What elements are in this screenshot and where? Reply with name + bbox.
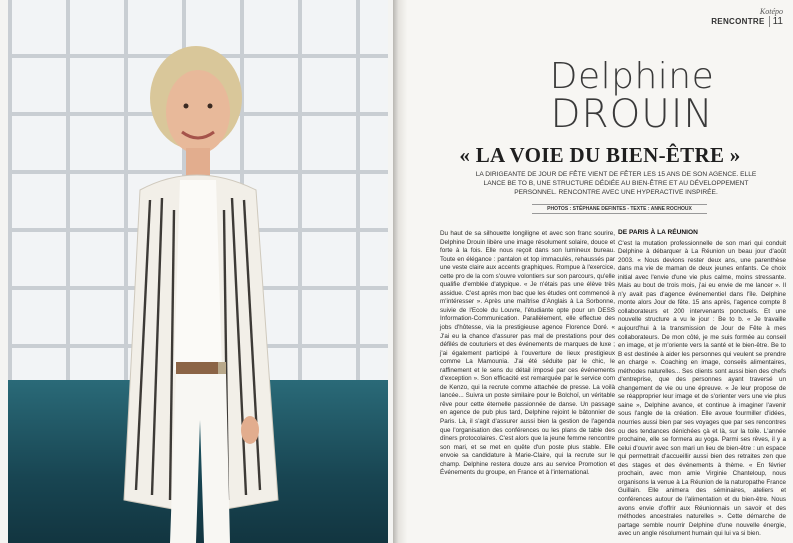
headline: « LA VOIE DU BIEN-ÊTRE »	[459, 143, 741, 167]
article-body-col1: Du haut de sa silhouette longiligne et avec son franc sourire, Delphine Drouin libère une image résolument solaire, douce et forte à la fois. Elle nous reçoit dans son lumineux bureau. Toute en élégance : pantalon et top immaculés, rehaussés par une veste claire aux accents graphiques. Rompue à l'exercice, cette pro de la com s'ouvre volontiers sur son parcours, qu'elle qualifie d'emblée d'atypique. « Je n'étais pas une élève très assidue. C'est après mon bac que les études ont commencé à m'intéresser ». Après une maîtrise d'Anglais à La Sorbonne, suivie de l'Ecole du Louvre, l'étudiante opte pour un DESS Information-Communication. Parallèlement, elle effectue des jobs d'hôtesse, via la prestigieuse agence Florence Doré. « J'ai eu la chance d'assurer pas mal de prestations pour des défilés de couturiers et des événements de marques de luxe ; j'ai également participé à l'ouverture de lieux prestigieux comme La Mamounia. J'ai été séduite par le chic, le raffinement et le sens du détail imposé par ces événements d'exception ». Son efficacité est remarquée par le service com de Kenzo, qui la recrute comme attachée de presse. La voilà lancée... Suivra un poste similaire pour le Bolchoï, un véritable rêve pour cette éternelle passionnée de danse. Un passage en agence de pub plus tard, Delphine rejoint le bâtonnier de Paris. Là, il s'agit d'assurer aussi bien la gestion de l'agenda que l'organisation des conférences ou les plans de table des dîners protocolaires. C'est alors que la jeune femme rencontre son mari, et se met en quête d'un poste plus stable. Elle envoie sa candidature à Marie-Claire, qui la recrute sur le champ. Delphine restera douze ans au service Promotion et Événements du groupe, en France et à l'international.	[440, 230, 615, 477]
magazine-name: Kotépo	[759, 7, 783, 16]
standfirst: LA DIRIGEANTE DE JOUR DE FÊTE VIENT DE FÊTER LES 15 ANS DE SON AGENCE. ELLE LANCE BE TO B, UNE STRUCTURE DÉDIÉE AU BIEN-ÊTRE ET AU DÉVELOPPEMENT PERSONNEL. RENCONTRE AVEC UNE HYPERACTIVE INSPIRÉE.	[475, 171, 757, 196]
title-last-name: DROUIN	[550, 92, 714, 137]
section-subhead: DE PARIS À LA RÉUNION	[618, 229, 698, 236]
article-column-1	[440, 230, 615, 478]
left-page	[0, 0, 393, 543]
article-column-2	[618, 229, 786, 539]
woman-portrait-figure	[100, 40, 300, 543]
rubric-label: RENCONTRE	[711, 17, 765, 26]
page-number: 11	[769, 16, 783, 27]
page-folio	[711, 7, 783, 27]
title-first-name: Delphine	[549, 56, 715, 97]
portrait-photo	[8, 0, 388, 543]
article-body-col2: C'est la mutation professionnelle de son mari qui conduit Delphine à débarquer à La Réunion un beau jour d'août 2003. « Nous devions rester deux ans, une parenthèse dans ma vie de maman de deux jeunes enfants. Ce choix initial avec l'envie d'une vie plus calme, moins stressante. Mais au bout de trois mois, j'ai eu envie de me lancer ». Il n'y avait pas d'agence événementiel dans l'île. Delphine monte alors Jour de fête. 15 ans après, l'agence compte 8 collaborateurs et 200 intervenants ponctuels. Et une nouvelle structure a vu le jour : Be to b. « Je travaille aujourd'hui à la transmission de Jour de Fête à mes collaborateurs. De mon côté, je me suis formée au conseil en image, et je m'oriente vers la santé et le bien-être. Be to B est destinée à aider les personnes qui veulent se prendre en charge ». Coaching en image, conseils alimentaires, méthodes naturelles... Ses clients sont aussi bien des chefs d'entreprise, que des personnes ayant traversé un changement de vie ou une épreuve. « Je leur propose de se réapproprier leur image et de s'orienter vers une vie plus saine », Delphine avance, et continue à imaginer l'avenir sous l'angle de la création. Elle avoue fourmiller d'idées, nourries aussi bien par ses voyages que par ses rencontres ou des tendances dénichées çà et là, sur la toile. L'année prochaine, elle se formera au yoga. Parmi ses rêves, il y a celui d'ouvrir avec son mari un lieu de bien-être : un espace qui permettrait d'accueillir aussi bien des retraites zen que des stages et des événements à thème. « En février prochain, avec mon amie Virginie Chanteloup, nous organisons la venue à La Réunion de la naturopathe France Guillain. Elle animera des séminaires, ateliers et conférences autour de l'alimentation et du bien-être. Nous avons envie d'offrir aux Réunionnais un savoir et des méthodes ancestrales naturelles ». Cette démarche de partage semble nourrir Delphine d'une nouvelle énergie, avec un angle résolument humain qui lui va si bien.	[618, 239, 786, 538]
magazine-spine	[393, 0, 407, 543]
photo-text-credits: PHOTOS : STÉPHANE DEFINTES - TEXTE : ANNE ROCHOUX	[532, 204, 707, 214]
